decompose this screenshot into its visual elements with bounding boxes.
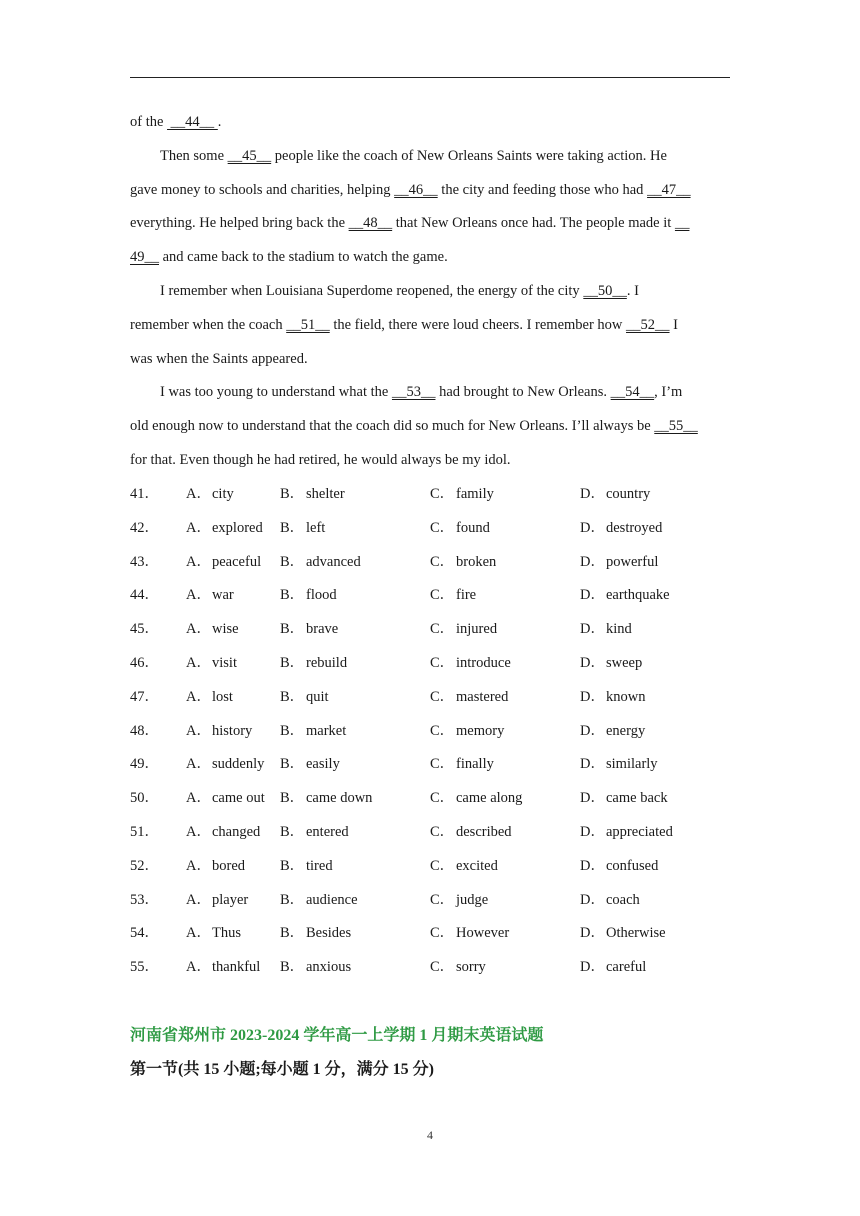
answer-blank: __51__ — [286, 316, 330, 333]
option-text: entered — [306, 824, 349, 840]
passage-text: . — [217, 114, 222, 130]
question-row — [130, 788, 730, 808]
option-letter: A． — [186, 587, 211, 604]
option-b — [280, 856, 333, 876]
option-text: fire — [456, 587, 477, 604]
option-letter: D． — [580, 621, 605, 638]
option-b — [280, 552, 361, 572]
question-row — [130, 822, 730, 842]
passage-text: . I — [626, 283, 639, 299]
option-letter: C． — [430, 621, 455, 638]
option-a — [186, 923, 241, 943]
option-d — [580, 585, 670, 605]
option-letter: B． — [280, 587, 305, 604]
option-d — [580, 687, 645, 707]
option-letter: C． — [430, 519, 455, 536]
option-c — [430, 721, 504, 741]
answer-blank: __46__ — [394, 181, 438, 198]
option-text: shelter — [306, 486, 345, 502]
option-text: explored — [212, 519, 263, 536]
option-letter: C． — [430, 587, 455, 604]
question-number: 45． — [130, 621, 159, 638]
option-c — [430, 822, 512, 842]
option-letter: A． — [186, 756, 211, 773]
passage-text: , I’m — [654, 384, 683, 401]
option-letter: A． — [186, 790, 211, 807]
option-text: audience — [306, 891, 358, 908]
question-row — [130, 923, 730, 943]
option-letter: A． — [186, 553, 211, 570]
passage-text: I remember when Louisiana Superdome reopened, the energy of the city — [160, 283, 584, 299]
option-a — [186, 653, 237, 673]
option-letter: A． — [186, 891, 211, 908]
option-text: player — [212, 891, 249, 908]
question-number: 51． — [130, 824, 159, 840]
passage-text: I was too young to understand what the — [160, 384, 392, 401]
option-b — [280, 484, 345, 504]
option-c — [430, 957, 486, 977]
option-text: anxious — [306, 959, 352, 976]
question-number: 41． — [130, 486, 159, 502]
question-row — [130, 585, 730, 605]
option-text: sorry — [456, 959, 486, 976]
option-letter: C． — [430, 824, 455, 840]
option-b — [280, 721, 346, 741]
passage-text: people like the coach of New Orleans Saints were taking action. He — [271, 147, 667, 164]
option-text: quit — [306, 688, 329, 705]
answer-blank: __ — [674, 215, 690, 232]
question-number: 44． — [130, 587, 159, 604]
option-letter: D． — [580, 722, 605, 739]
passage-line — [160, 281, 730, 301]
passage-line — [130, 247, 730, 267]
option-a — [186, 856, 245, 876]
passage-line — [130, 349, 730, 369]
option-text: injured — [456, 621, 498, 638]
option-c — [430, 484, 494, 504]
option-letter: B． — [280, 722, 305, 739]
option-b — [280, 653, 347, 673]
option-d — [580, 754, 658, 774]
passage-text: I — [669, 316, 678, 333]
option-text: excited — [456, 857, 498, 874]
option-letter: C． — [430, 486, 455, 502]
question-number: 42． — [130, 519, 159, 536]
option-letter: D． — [580, 925, 605, 942]
answer-blank: __53__ — [391, 384, 436, 401]
question-row — [130, 957, 730, 977]
option-text: earthquake — [606, 587, 670, 604]
header-rule — [130, 77, 730, 78]
option-c — [430, 923, 509, 943]
option-b — [280, 585, 337, 605]
question-row — [130, 484, 730, 504]
option-text: left — [306, 519, 326, 536]
option-letter: B． — [280, 891, 305, 908]
passage-text: for that. Even though he had retired, he would always be my idol. — [130, 452, 511, 468]
option-a — [186, 518, 263, 538]
option-letter: B． — [280, 486, 305, 502]
section-heading: 第一节(共 15 小题;每小题 1 分，满分 15 分) — [130, 1061, 434, 1078]
option-letter: C． — [430, 688, 455, 705]
option-text: visit — [212, 655, 237, 671]
option-c — [430, 619, 497, 639]
option-d — [580, 788, 668, 808]
option-letter: B． — [280, 959, 305, 976]
answer-blank: 49__ — [130, 249, 159, 266]
option-letter: C． — [430, 790, 455, 807]
option-text: confused — [606, 857, 659, 874]
option-text: Otherwise — [606, 925, 666, 942]
option-text: came out — [212, 790, 265, 807]
option-text: Besides — [306, 925, 352, 942]
option-b — [280, 754, 340, 774]
passage-line — [130, 180, 730, 200]
option-letter: A． — [186, 824, 211, 840]
option-letter: B． — [280, 925, 305, 942]
question-number: 46． — [130, 655, 159, 671]
option-text: appreciated — [606, 824, 673, 840]
passage-line — [130, 450, 730, 470]
option-d — [580, 552, 658, 572]
option-c — [430, 518, 490, 538]
option-text: easily — [306, 756, 340, 773]
question-row — [130, 856, 730, 876]
option-letter: C． — [430, 891, 455, 908]
option-d — [580, 484, 650, 504]
option-text: mastered — [456, 688, 509, 705]
question-number: 49． — [130, 756, 159, 773]
option-text: known — [606, 688, 646, 705]
answer-blank: __44__ — [167, 114, 218, 130]
question-row — [130, 619, 730, 639]
option-letter: C． — [430, 655, 455, 671]
option-text: peaceful — [212, 553, 262, 570]
option-letter: B． — [280, 824, 305, 840]
option-letter: C． — [430, 925, 455, 942]
passage-text: and came back to the stadium to watch the game. — [159, 249, 448, 266]
question-number: 52． — [130, 857, 159, 874]
option-b — [280, 957, 351, 977]
page-number: 4 — [427, 1128, 433, 1142]
next-test-title: 河南省郑州市 2023-2024 学年高一上学期 1 月期末英语试题 — [130, 1027, 544, 1044]
option-d — [580, 856, 658, 876]
option-text: wise — [212, 621, 239, 638]
option-letter: A． — [186, 621, 211, 638]
option-text: thankful — [212, 959, 261, 976]
option-letter: D． — [580, 688, 605, 705]
option-text: brave — [306, 621, 339, 638]
option-letter: C． — [430, 553, 455, 570]
option-letter: D． — [580, 857, 605, 874]
option-letter: D． — [580, 756, 605, 773]
option-letter: B． — [280, 553, 305, 570]
option-text: suddenly — [212, 756, 265, 773]
question-number: 55． — [130, 959, 159, 976]
option-a — [186, 957, 260, 977]
passage-text: was when the Saints appeared. — [130, 350, 308, 367]
option-text: powerful — [606, 553, 659, 570]
option-letter: D． — [580, 824, 605, 840]
answer-blank: __45__ — [227, 147, 272, 164]
passage-line — [160, 382, 730, 402]
option-letter: D． — [580, 553, 605, 570]
option-c — [430, 653, 511, 673]
option-letter: C． — [430, 722, 455, 739]
question-row — [130, 721, 730, 741]
option-a — [186, 619, 239, 639]
passage-text: Then some — [160, 147, 228, 164]
answer-blank: __48__ — [348, 215, 393, 232]
option-letter: C． — [430, 756, 455, 773]
question-row — [130, 552, 730, 572]
option-text: lost — [212, 688, 233, 705]
option-text: Thus — [212, 925, 241, 942]
option-text: came down — [306, 790, 373, 807]
option-text: memory — [456, 722, 505, 739]
question-row — [130, 687, 730, 707]
question-row — [130, 890, 730, 910]
option-letter: D． — [580, 519, 605, 536]
option-letter: A． — [186, 655, 211, 671]
option-text: introduce — [456, 655, 511, 671]
question-number: 50． — [130, 790, 159, 807]
passage-line — [130, 213, 730, 233]
option-c — [430, 754, 494, 774]
option-a — [186, 822, 260, 842]
option-b — [280, 890, 358, 910]
option-b — [280, 822, 349, 842]
option-c — [430, 552, 496, 572]
option-d — [580, 518, 662, 538]
passage-text: old enough now to understand that the coach did so much for New Orleans. I’ll always be — [130, 418, 655, 435]
answer-blank: __50__ — [583, 283, 627, 299]
option-c — [430, 585, 476, 605]
option-text: found — [456, 519, 490, 536]
passage-text: everything. He helped bring back the — [130, 215, 349, 232]
option-a — [186, 890, 248, 910]
answer-blank: __54__ — [610, 384, 655, 401]
option-text: similarly — [606, 756, 658, 773]
question-number: 53． — [130, 891, 159, 908]
answer-blank: __55__ — [654, 418, 698, 435]
option-letter: B． — [280, 756, 305, 773]
option-text: bored — [212, 857, 246, 874]
option-letter: B． — [280, 655, 305, 671]
option-text: kind — [606, 621, 632, 638]
option-b — [280, 619, 338, 639]
option-text: energy — [606, 722, 646, 739]
option-letter: B． — [280, 621, 305, 638]
option-a — [186, 552, 261, 572]
option-text: careful — [606, 959, 647, 976]
option-a — [186, 687, 233, 707]
option-d — [580, 923, 666, 943]
option-text: rebuild — [306, 655, 348, 671]
question-number: 54． — [130, 925, 159, 942]
option-text: changed — [212, 824, 261, 840]
option-letter: D． — [580, 655, 605, 671]
option-letter: B． — [280, 790, 305, 807]
option-letter: D． — [580, 959, 605, 976]
option-text: described — [456, 824, 512, 840]
passage-text: that New Orleans once had. The people made it — [392, 215, 675, 232]
option-d — [580, 653, 642, 673]
option-letter: C． — [430, 857, 455, 874]
question-row — [130, 754, 730, 774]
option-letter: A． — [186, 857, 211, 874]
option-letter: D． — [580, 486, 605, 502]
option-b — [280, 518, 325, 538]
option-text: sweep — [606, 655, 643, 671]
option-text: advanced — [306, 553, 361, 570]
option-text: market — [306, 722, 347, 739]
passage-text: remember when the coach — [130, 316, 287, 333]
option-c — [430, 856, 498, 876]
option-a — [186, 754, 264, 774]
answer-blank: __52__ — [626, 316, 670, 333]
option-letter: A． — [186, 486, 211, 502]
option-text: history — [212, 722, 253, 739]
option-d — [580, 721, 645, 741]
option-text: broken — [456, 553, 497, 570]
question-row — [130, 518, 730, 538]
option-c — [430, 890, 488, 910]
passage-text: had brought to New Orleans. — [435, 384, 611, 401]
option-text: tired — [306, 857, 333, 874]
passage-text: the city and feeding those who had — [437, 181, 648, 198]
option-text: judge — [456, 891, 489, 908]
option-letter: D． — [580, 587, 605, 604]
option-letter: A． — [186, 959, 211, 976]
option-text: war — [212, 587, 234, 604]
option-a — [186, 721, 252, 741]
option-a — [186, 788, 265, 808]
option-d — [580, 619, 632, 639]
passage-line — [160, 146, 730, 166]
option-letter: A． — [186, 722, 211, 739]
answer-blank: __47__ — [647, 181, 691, 198]
option-letter: D． — [580, 790, 605, 807]
option-letter: B． — [280, 857, 305, 874]
option-text: finally — [456, 756, 494, 773]
option-c — [430, 788, 522, 808]
option-letter: A． — [186, 688, 211, 705]
passage-text: of the — [130, 114, 168, 130]
question-number: 43． — [130, 553, 159, 570]
option-letter: A． — [186, 925, 211, 942]
option-letter: A． — [186, 519, 211, 536]
option-letter: B． — [280, 519, 305, 536]
question-row — [130, 653, 730, 673]
option-a — [186, 484, 234, 504]
question-number: 47． — [130, 688, 159, 705]
option-text: country — [606, 486, 651, 502]
passage-text: the field, there were loud cheers. I remember how — [329, 316, 627, 333]
passage-line — [130, 315, 730, 335]
option-text: flood — [306, 587, 337, 604]
option-a — [186, 585, 234, 605]
option-letter: B． — [280, 688, 305, 705]
option-c — [430, 687, 508, 707]
option-b — [280, 788, 372, 808]
option-d — [580, 822, 673, 842]
option-text: destroyed — [606, 519, 663, 536]
option-text: city — [212, 486, 234, 502]
option-text: family — [456, 486, 494, 502]
option-letter: D． — [580, 891, 605, 908]
passage-line — [130, 416, 730, 436]
option-text: came back — [606, 790, 668, 807]
option-letter: C． — [430, 959, 455, 976]
passage-text: gave money to schools and charities, helping — [130, 181, 395, 198]
option-d — [580, 957, 646, 977]
option-b — [280, 923, 351, 943]
option-text: coach — [606, 891, 640, 908]
option-b — [280, 687, 329, 707]
option-d — [580, 890, 640, 910]
passage-line — [130, 112, 730, 132]
question-number: 48． — [130, 722, 159, 739]
option-text: came along — [456, 790, 523, 807]
option-text: However — [456, 925, 510, 942]
